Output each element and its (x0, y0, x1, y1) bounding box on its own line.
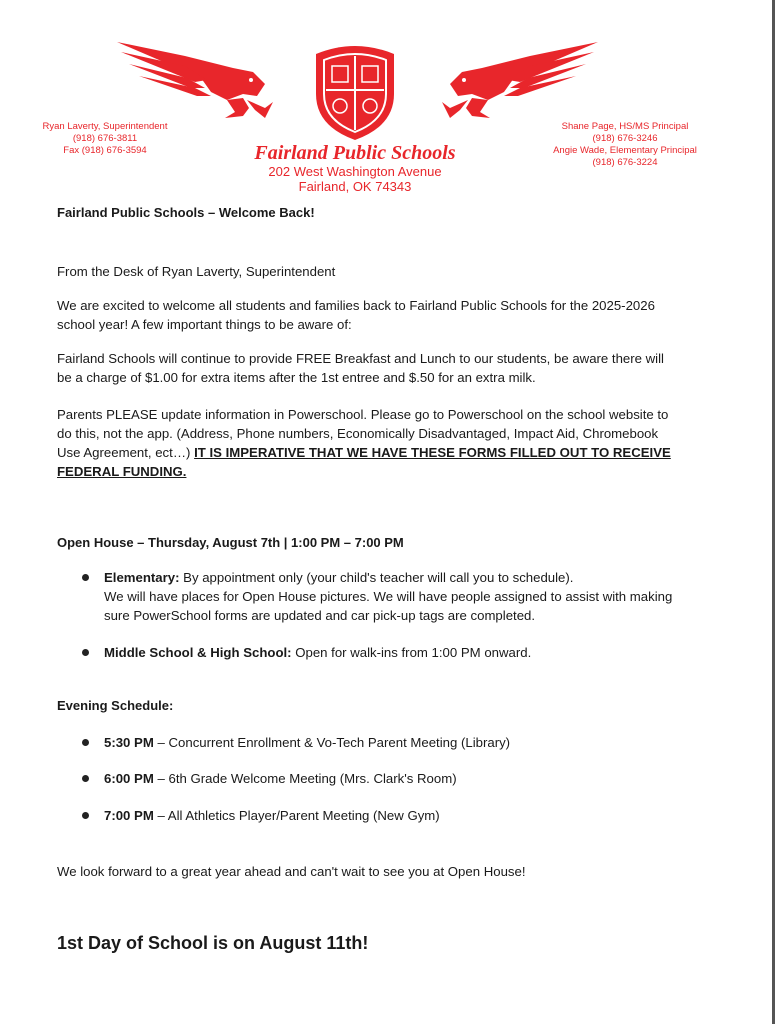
principal-contacts (540, 121, 710, 169)
address-line-2: Fairland, OK 74343 (298, 179, 412, 194)
schedule-time: 6:00 PM (104, 771, 154, 786)
imperative-notice: IT IS IMPERATIVE THAT WE HAVE THESE FORMS FILLED OUT TO RECEIVE FEDERAL FUNDING. (57, 445, 671, 479)
schedule-text: – 6th Grade Welcome Meeting (Mrs. Clark's Room) (157, 771, 457, 786)
meals-paragraph: Fairland Schools will continue to provide FREE Breakfast and Lunch to our students, be aware there will be a charge of $1.00 for extra items after the 1st entree and $.50 for an extra milk. (57, 351, 664, 385)
powerschool-text: Parents PLEASE update information in Powerschool. Please go to Powerschool on the school website to do this, not the app. (Address, Phone numbers, Economically Disadvantaged, Impact Aid, Chromebook Use Agreement, ect…) (57, 407, 669, 460)
bullet-text: By appointment only (your child's teacher will call you to schedule). (183, 570, 574, 585)
left-eagle-logo (115, 38, 275, 120)
schedule-time: 7:00 PM (104, 808, 154, 823)
school-address (240, 164, 470, 194)
bullet-label: Middle School & High School: (104, 645, 292, 660)
list-item (82, 733, 682, 752)
bullet-icon (82, 775, 89, 782)
list-item (82, 806, 682, 825)
bullet-text: Open for walk-ins from 1:00 PM onward. (295, 645, 532, 660)
bullet-label: Elementary: (104, 570, 180, 585)
first-day-announcement: 1st Day of School is on August 11th! (57, 933, 369, 953)
powerschool-paragraph (57, 405, 677, 481)
schedule-text: – Concurrent Enrollment & Vo-Tech Parent Meeting (Library) (157, 735, 511, 750)
open-house-heading: Open House – Thursday, August 7th | 1:00 PM – 7:00 PM (57, 535, 404, 550)
list-item (82, 769, 682, 788)
list-item (82, 568, 682, 625)
schedule-time: 5:30 PM (104, 735, 154, 750)
school-name: Fairland Public Schools (254, 142, 456, 164)
closing-line: We look forward to a great year ahead and can't wait to see you at Open House! (57, 864, 526, 879)
bullet-icon (82, 574, 89, 581)
hs-principal-phone: (918) 676-3246 (592, 133, 658, 144)
superintendent-phone: (918) 676-3811 (72, 133, 138, 144)
elem-principal-name: Angie Wade, Elementary Principal (553, 145, 697, 156)
schedule-text: – All Athletics Player/Parent Meeting (New Gym) (157, 808, 440, 823)
bullet-icon (82, 649, 89, 656)
superintendent-fax: Fax (918) 676-3594 (63, 145, 147, 156)
list-item (82, 643, 682, 662)
superintendent-contact (30, 121, 180, 157)
address-line-1: 202 West Washington Avenue (268, 164, 442, 179)
bullet-icon (82, 812, 89, 819)
from-line: From the Desk of Ryan Laverty, Superintendent (57, 264, 336, 279)
evening-heading: Evening Schedule: (57, 698, 174, 713)
bullet-icon (82, 739, 89, 746)
letter-title: Fairland Public Schools – Welcome Back! (57, 205, 315, 220)
bullet-text-continued: We will have places for Open House pictures. We will have people assigned to assist with making sure PowerSchool forms are updated and car pick-up tags are completed. (104, 589, 673, 623)
crest-logo (310, 42, 400, 142)
hs-principal-name: Shane Page, HS/MS Principal (561, 121, 689, 132)
right-eagle-logo (440, 38, 600, 120)
intro-paragraph: We are excited to welcome all students and families back to Fairland Public Schools for the 2025-2026 school year! A few important things to be aware of: (57, 298, 655, 332)
superintendent-name: Ryan Laverty, Superintendent (42, 121, 168, 132)
elem-principal-phone: (918) 676-3224 (592, 157, 658, 168)
